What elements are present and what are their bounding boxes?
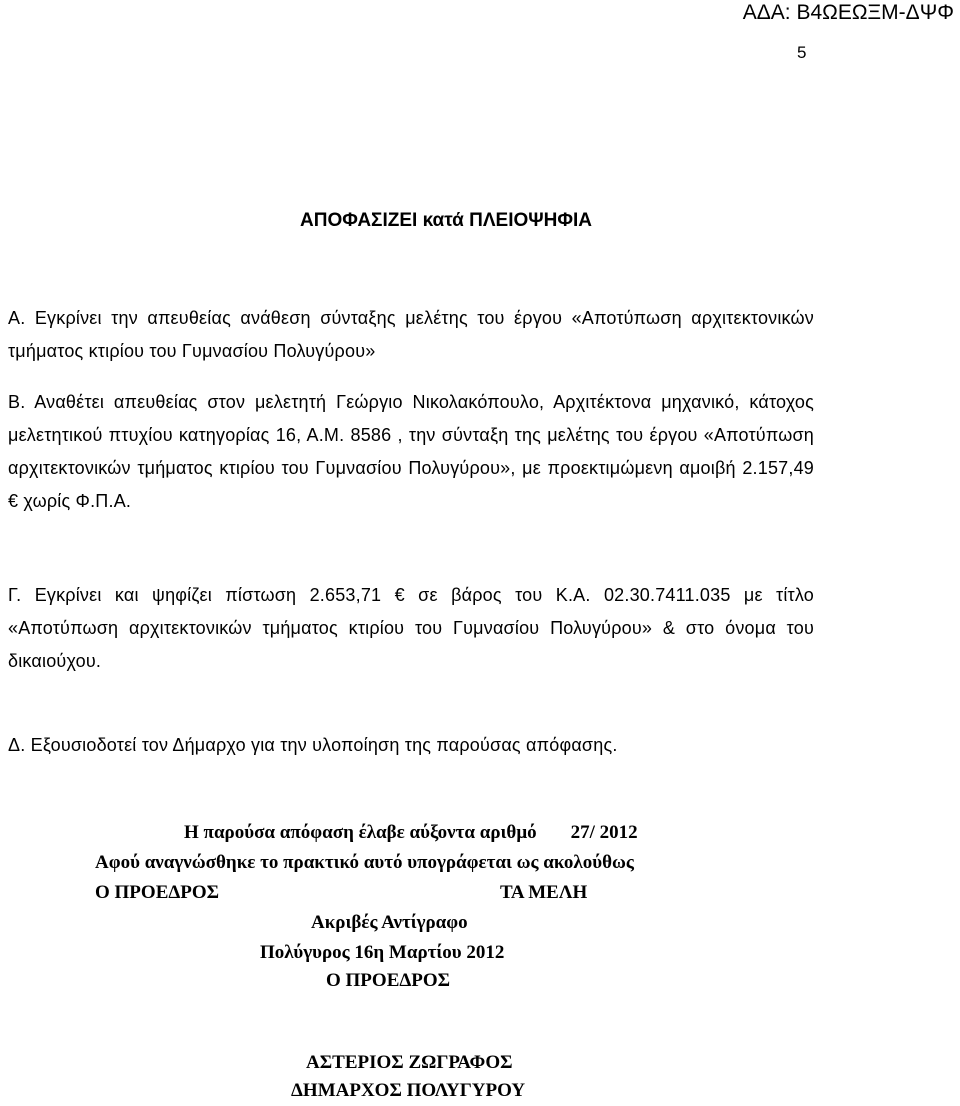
read-signed-line: Αφού αναγνώσθηκε το πρακτικό αυτό υπογράφεται ως ακολούθως xyxy=(95,852,634,873)
decision-number-label: Η παρούσα απόφαση έλαβε αύξοντα αριθμό xyxy=(184,822,537,843)
decision-heading: ΑΠΟΦΑΣΙΖΕΙ κατά ΠΛΕΙΟΨΗΦΙΑ xyxy=(300,210,592,231)
decision-number-line xyxy=(184,818,960,848)
page-number: 5 xyxy=(797,43,807,62)
members-label: ΤΑ ΜΕΛΗ xyxy=(500,882,588,903)
president-label-2: Ο ΠΡΟΕΔΡΟΣ xyxy=(326,970,451,991)
signatory-title: ΔΗΜΑΡΧΟΣ ΠΟΛΥΓΥΡΟΥ xyxy=(291,1080,526,1101)
true-copy-label: Ακριβές Αντίγραφο xyxy=(311,912,468,933)
paragraph-d: Δ. Εξουσιοδοτεί τον Δήμαρχο για την υλοποίηση της παρούσας απόφασης. xyxy=(8,735,618,755)
place-date: Πολύγυρος 16η Μαρτίου 2012 xyxy=(260,942,505,963)
ada-code: ΑΔΑ: Β4ΩΕΩΞΜ-ΔΨΦ xyxy=(742,1,954,24)
paragraph-c: Γ. Εγκρίνει και ψηφίζει πίστωση 2.653,71 € σε βάρος του Κ.Α. 02.30.7411.035 με τίτλο «Αποτύπωση αρχιτεκτονικών τμήματος κτιρίου του Γυμνασίου Πολυγύρου» & στο όνομα του δικαιούχου. xyxy=(8,585,814,671)
president-label: Ο ΠΡΟΕΔΡΟΣ xyxy=(95,882,220,903)
signatory-name: ΑΣΤΕΡΙΟΣ ΖΩΓΡΑΦΟΣ xyxy=(306,1052,513,1073)
paragraph-b: Β. Αναθέτει απευθείας στον μελετητή Γεώργιο Νικολακόπουλο, Αρχιτέκτονα μηχανικό, κάτοχος μελετητικού πτυχίου κατηγορίας 16, Α.Μ. 8586 , την σύνταξη της μελέτης του έργου «Αποτύπωση αρχιτεκτονικών τμήματος κτιρίου του Γυμνασίου Πολυγύρου», με προεκτιμώμενη αμοιβή 2.157,49 € χωρίς Φ.Π.Α. xyxy=(8,392,814,511)
paragraph-a: Α. Εγκρίνει την απευθείας ανάθεση σύνταξης μελέτης του έργου «Αποτύπωση αρχιτεκτονικών τμήματος κτιρίου του Γυμνασίου Πολυγύρου» xyxy=(8,308,814,361)
decision-number: 27/ 2012 xyxy=(570,822,638,843)
